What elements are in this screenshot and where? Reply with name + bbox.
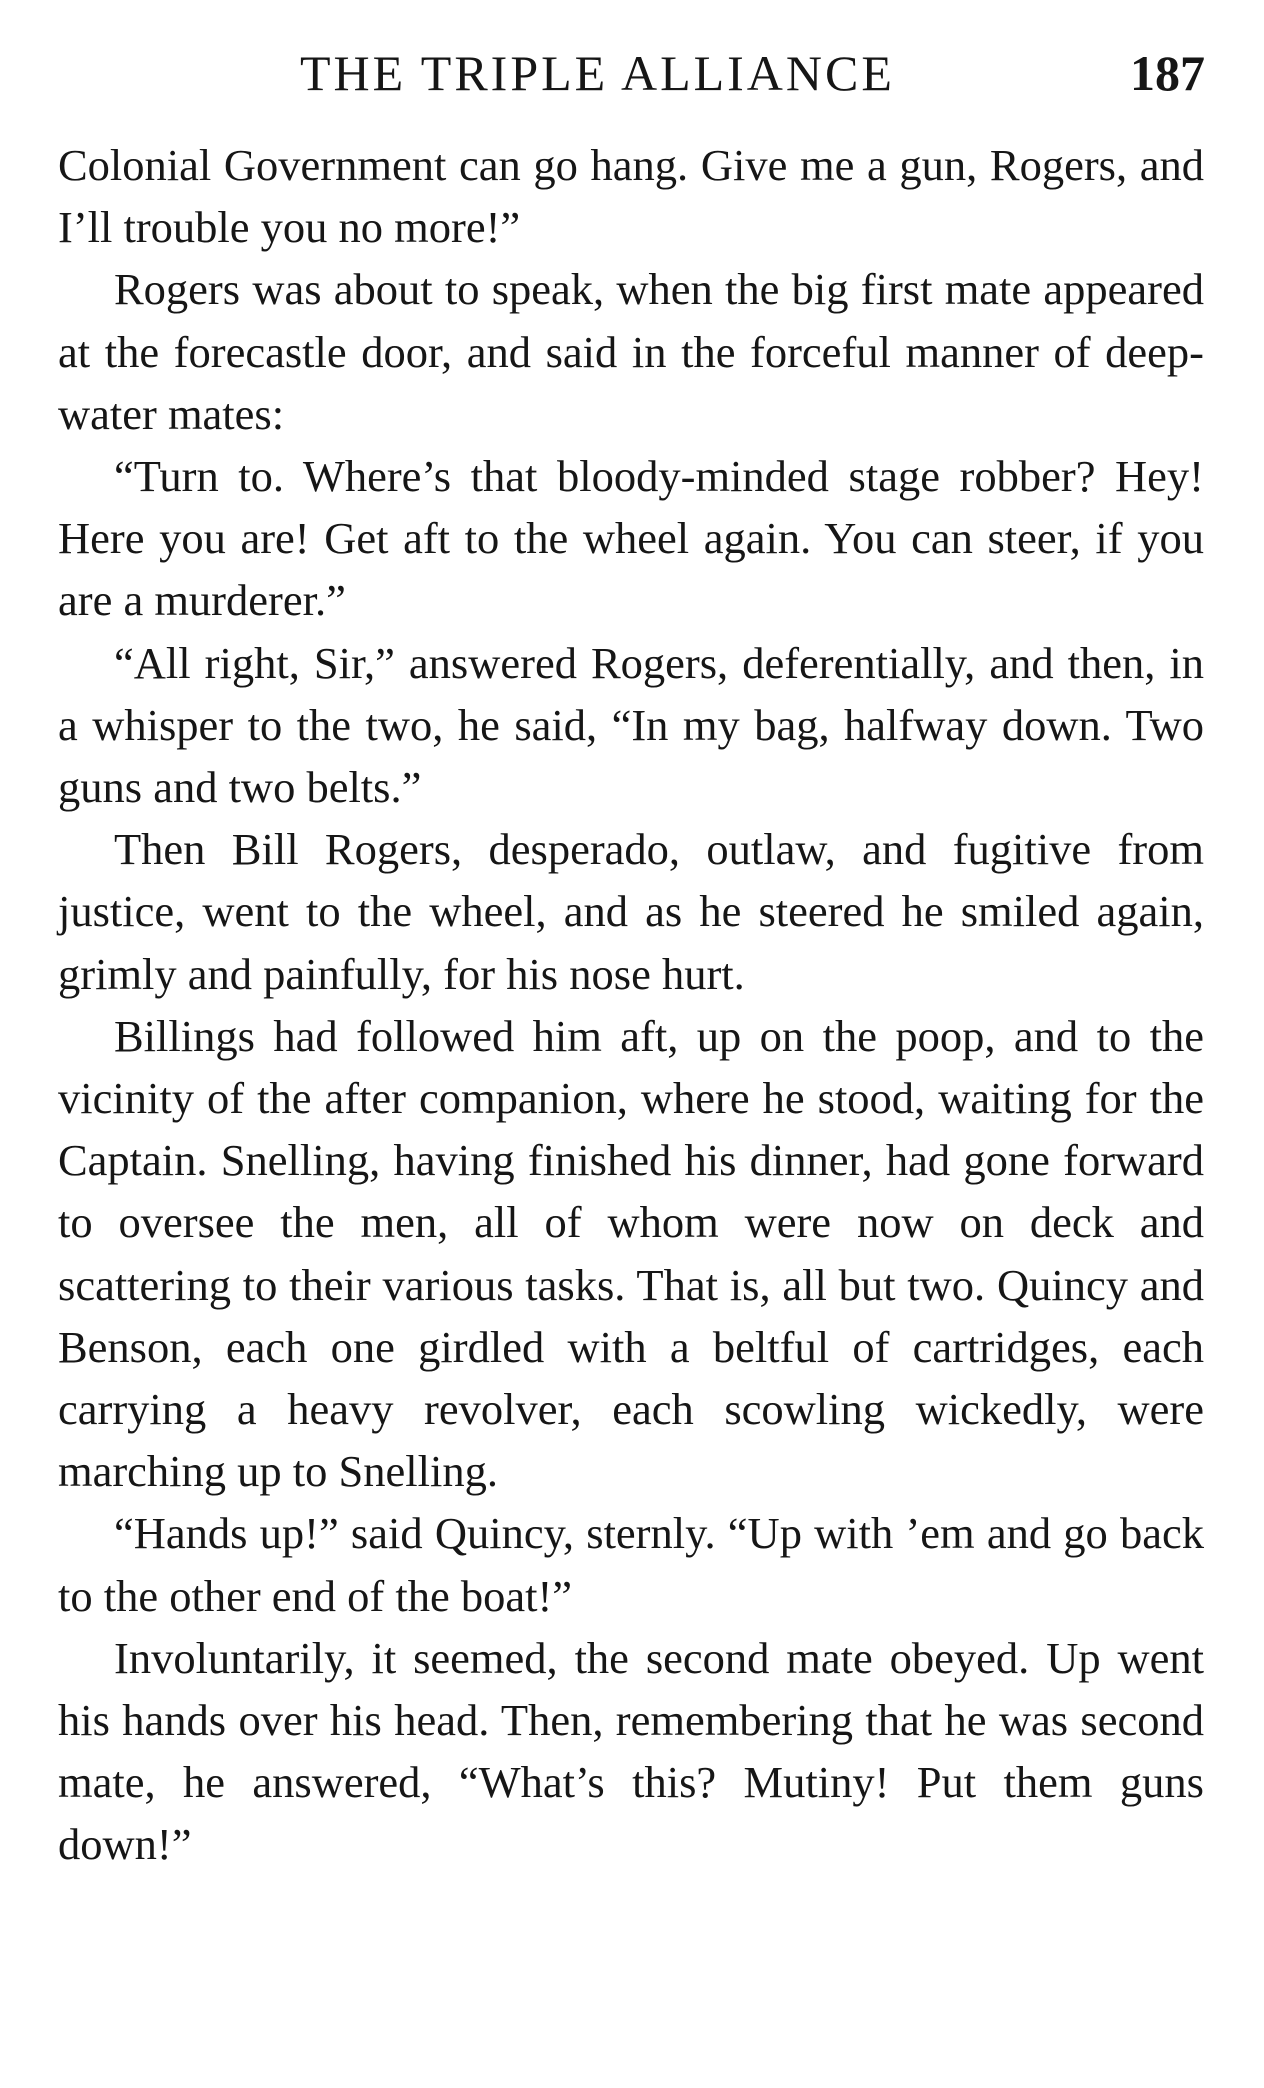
paragraph: Billings had followed him aft, up on the poop, and to the vicinity of the after companion, where he stood, waiting for the Captain. Snelling, having finished his dinner, had gone forward to oversee the men, all of whom were now on deck and scattering to their various tasks. That is, all but two. Quincy and Benson, each one girdled with a beltful of cartridges, each carrying a heavy revolver, each scowling wickedly, were marching up to Snelling. xyxy=(58,1010,1204,1497)
paragraph-continuation: Colonial Government can go hang. Give me a gun, Rogers, and I’ll trouble you no more!” xyxy=(58,140,1204,253)
paragraph: “All right, Sir,” answered Rogers, deferentially, and then, in a whisper to the two, he said, “In my bag, halfway down. Two guns and two belts.” xyxy=(58,637,1204,813)
running-header xyxy=(60,38,1205,108)
paragraph: “Turn to. Where’s that bloody-minded stage robber? Hey! Here you are! Get aft to the wheel again. You can steer, if you are a murderer.” xyxy=(58,451,1204,626)
paragraph: Then Bill Rogers, desperado, outlaw, and fugitive from justice, went to the wheel, and as he steered he smiled again, grimly and painfully, for his nose hurt. xyxy=(58,824,1204,999)
running-title: THE TRIPLE ALLIANCE xyxy=(300,45,895,101)
page-number: 187 xyxy=(1130,45,1205,101)
paragraph: Involuntarily, it seemed, the second mate obeyed. Up went his hands over his head. Then, remembering that he was second mate, he answered, “What’s this? Mutiny! Put them guns down!” xyxy=(58,1632,1204,1870)
paragraph: Rogers was about to speak, when the big first mate appeared at the forecastle door, and said in the forceful manner of deep-water mates: xyxy=(58,264,1204,439)
paragraph: “Hands up!” said Quincy, sternly. “Up with ’em and go back to the other end of the boat!” xyxy=(58,1508,1204,1621)
body-text xyxy=(58,134,1204,1876)
